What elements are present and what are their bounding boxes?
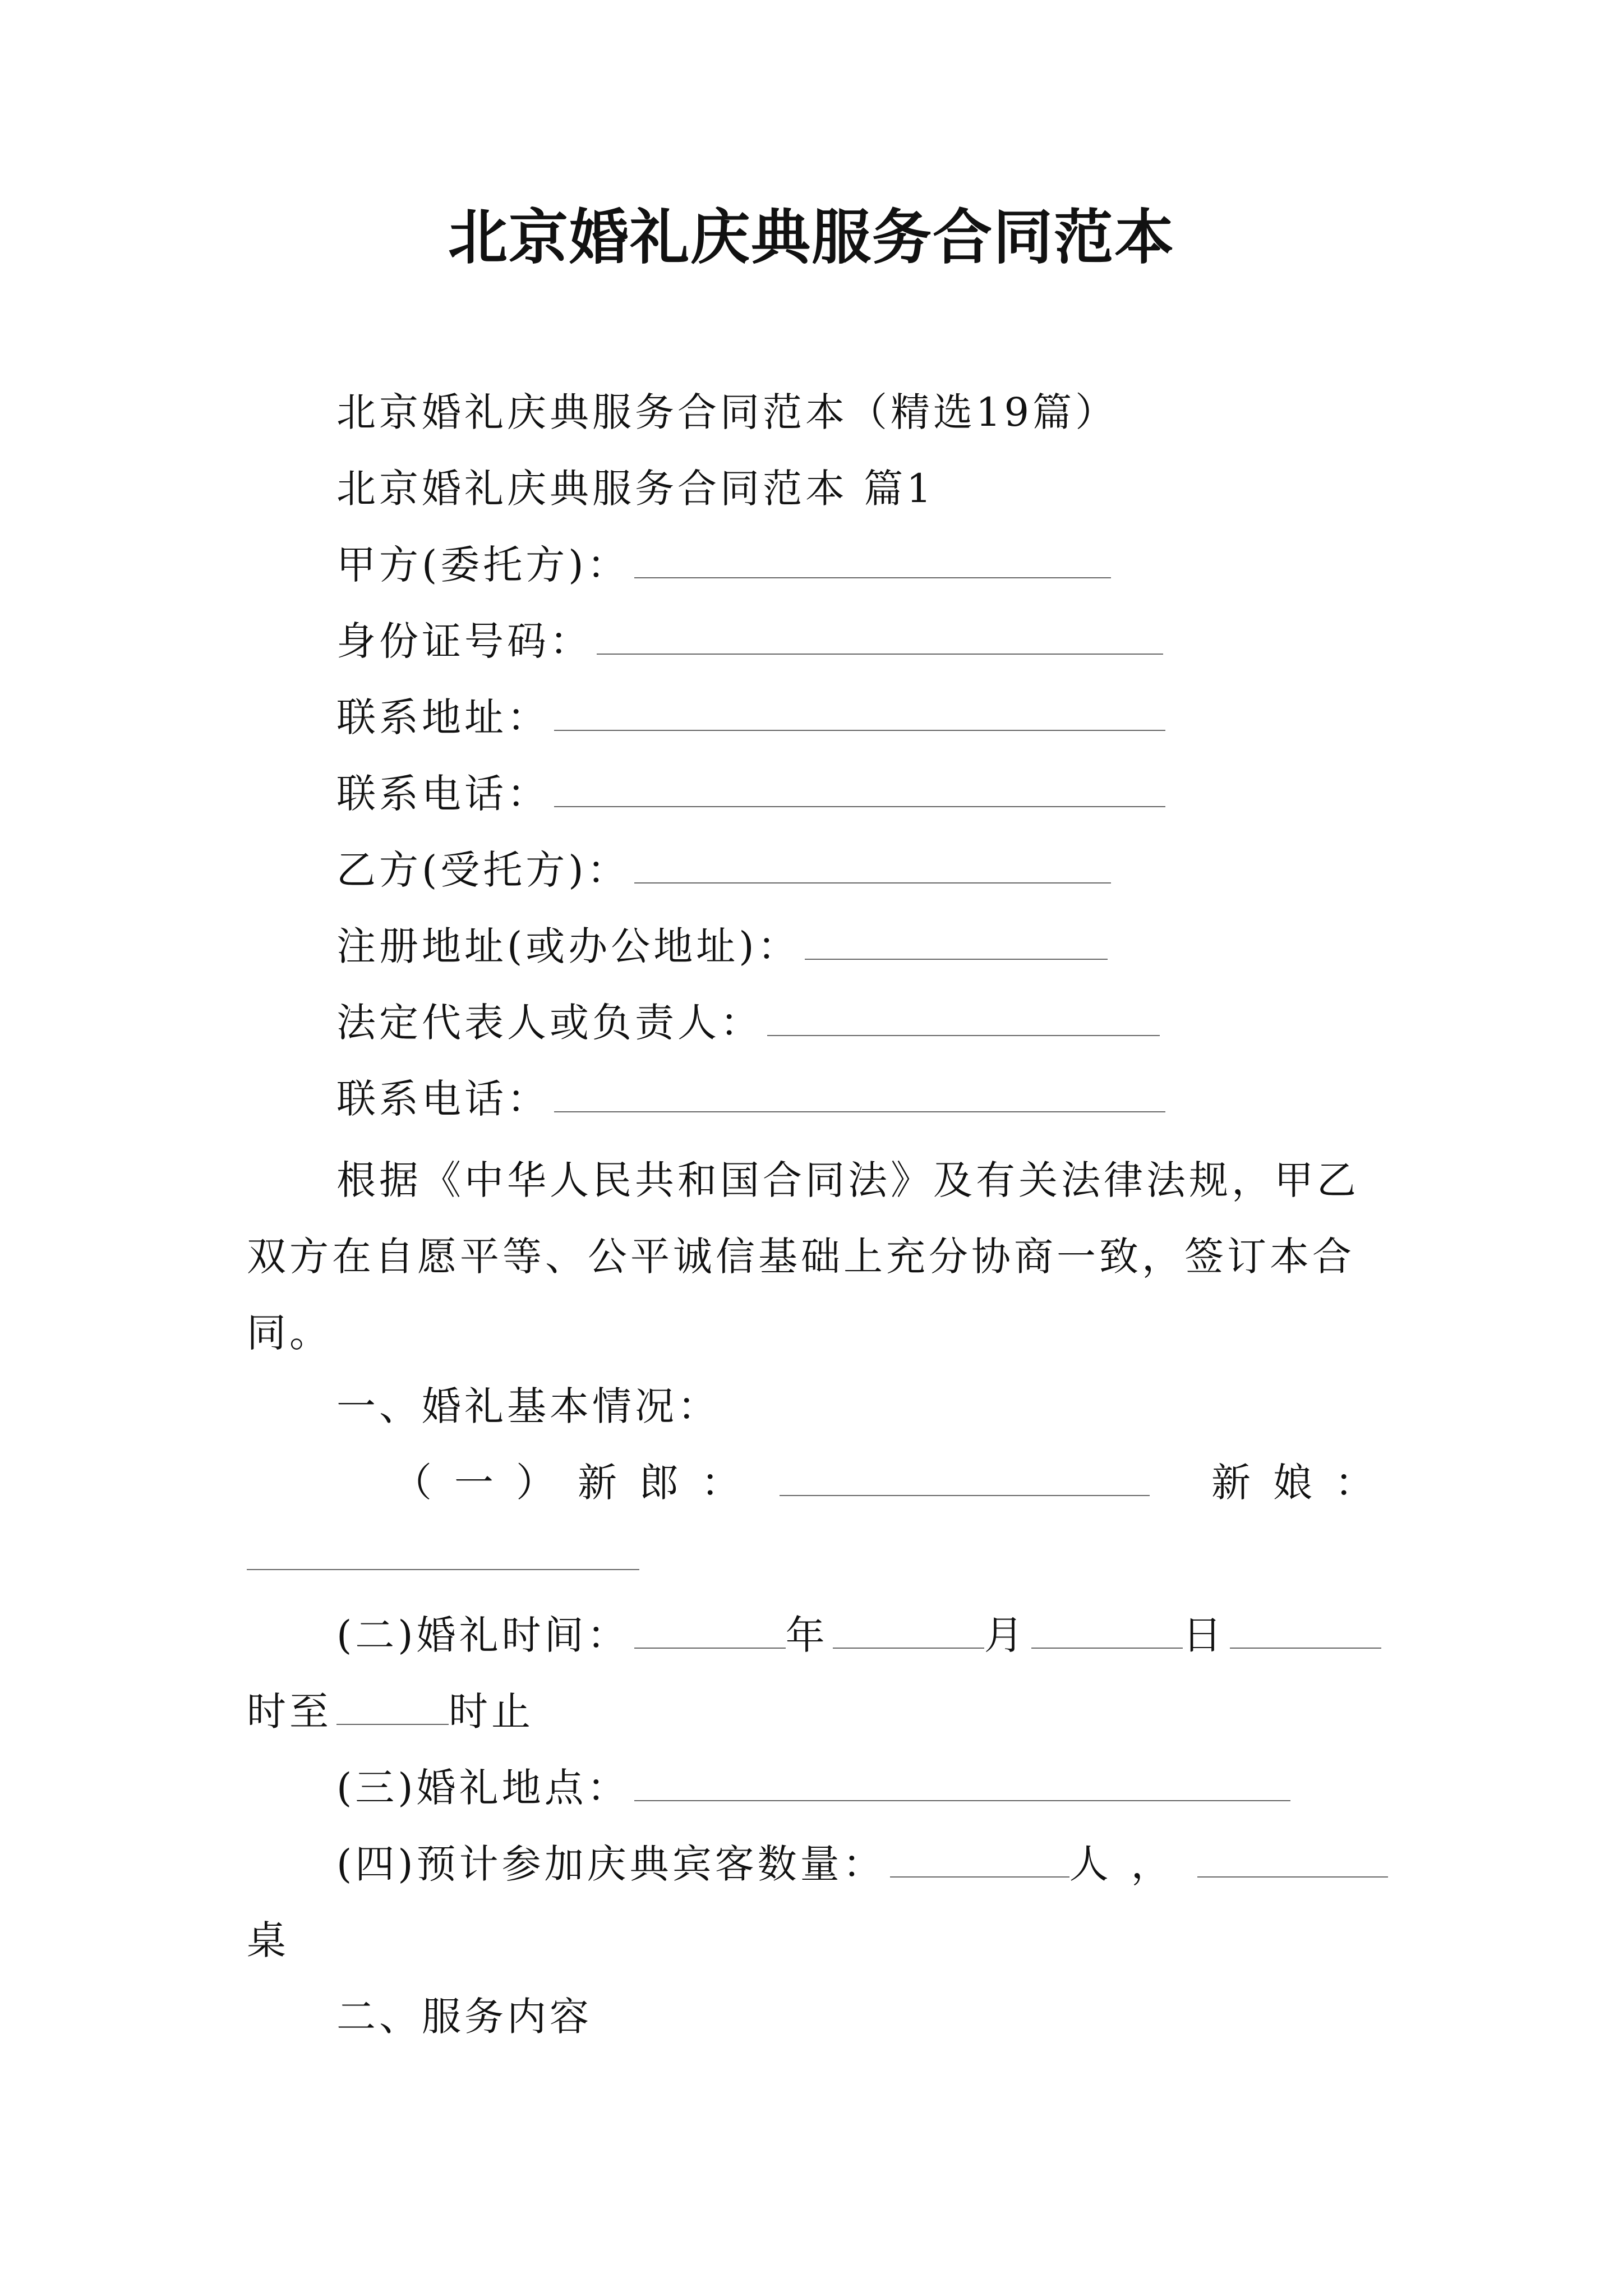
contact-phone-label-2: 联系电话：: [336, 1076, 550, 1122]
guests-blank[interactable]: [890, 1843, 1069, 1878]
venue-blank[interactable]: [634, 1766, 1290, 1801]
contact-phone-row-1: [336, 769, 1165, 819]
party-a-row: [336, 540, 1111, 590]
clause-2-heading: 二、服务内容: [336, 1994, 592, 2040]
item-3-row: [336, 1763, 1290, 1813]
contact-address-label: 联系地址：: [336, 694, 550, 740]
contact-phone-blank-2[interactable]: [554, 1078, 1165, 1112]
document-title: 北京婚礼庆典服务合同范本: [448, 202, 1175, 272]
month-label: 月: [984, 1612, 1027, 1658]
document-subtitle: 北京婚礼庆典服务合同范本（精选19篇）: [336, 389, 1118, 435]
item-4-row: [336, 1839, 1388, 1889]
tables-blank[interactable]: [1197, 1843, 1388, 1878]
day-label: 日: [1182, 1612, 1225, 1658]
legal-rep-label: 法定代表人或负责人：: [336, 1000, 763, 1046]
people-label: 人，: [1069, 1841, 1193, 1887]
legal-rep-row: [336, 997, 1160, 1048]
year-blank[interactable]: [634, 1614, 786, 1649]
item-4-label: (四)预计参加庆典宾客数量：: [336, 1841, 886, 1887]
item-3-label: (三)婚礼地点：: [336, 1765, 630, 1811]
party-b-blank[interactable]: [634, 849, 1111, 884]
bride-blank[interactable]: [247, 1535, 639, 1570]
hour-to-label: 时止: [449, 1688, 534, 1734]
party-b-label: 乙方(受托方)：: [336, 847, 630, 893]
item-2-label: (二)婚礼时间：: [336, 1612, 630, 1658]
registered-address-label: 注册地址(或办公地址)：: [336, 923, 800, 969]
item-1-label: （一）新郎：: [393, 1460, 763, 1506]
hour-from-blank[interactable]: [1230, 1614, 1381, 1649]
day-blank[interactable]: [1031, 1614, 1183, 1649]
bride-label: 新娘：: [1211, 1460, 1396, 1506]
contact-phone-label-1: 联系电话：: [336, 771, 550, 817]
id-number-blank[interactable]: [597, 620, 1163, 655]
item-1-row: [393, 1457, 1150, 1508]
registered-address-blank[interactable]: [805, 925, 1108, 960]
preamble-paragraph: 根据《中华人民共和国合同法》及有关法律法规，甲乙双方在自愿平等、公平诚信基础上充分协商一致，签订本合同。: [247, 1157, 1359, 1356]
legal-rep-blank[interactable]: [767, 1001, 1160, 1036]
item-2-row: [336, 1610, 1381, 1660]
registered-address-row: [336, 921, 1108, 972]
tables-label: 桌: [247, 1917, 289, 1963]
contact-address-row: [336, 692, 1165, 743]
party-b-row: [336, 845, 1111, 895]
hour-from-label: 时至: [247, 1688, 332, 1734]
clause-1-heading: 一、婚礼基本情况：: [336, 1383, 720, 1429]
contact-phone-row-2: [336, 1074, 1165, 1124]
year-label: 年: [785, 1612, 828, 1658]
id-number-row: [336, 616, 1163, 666]
contact-address-blank[interactable]: [554, 696, 1165, 731]
party-a-label: 甲方(委托方)：: [336, 542, 630, 588]
item-2-row-cont: [247, 1686, 534, 1737]
month-blank[interactable]: [833, 1614, 984, 1649]
contact-phone-blank-1[interactable]: [554, 772, 1165, 807]
party-a-blank[interactable]: [634, 544, 1111, 578]
bride-row: [247, 1531, 639, 1582]
section-title: 北京婚礼庆典服务合同范本 篇1: [336, 466, 935, 512]
hour-to-blank[interactable]: [336, 1690, 449, 1725]
groom-blank[interactable]: [780, 1461, 1150, 1496]
id-number-label: 身份证号码：: [336, 618, 592, 664]
